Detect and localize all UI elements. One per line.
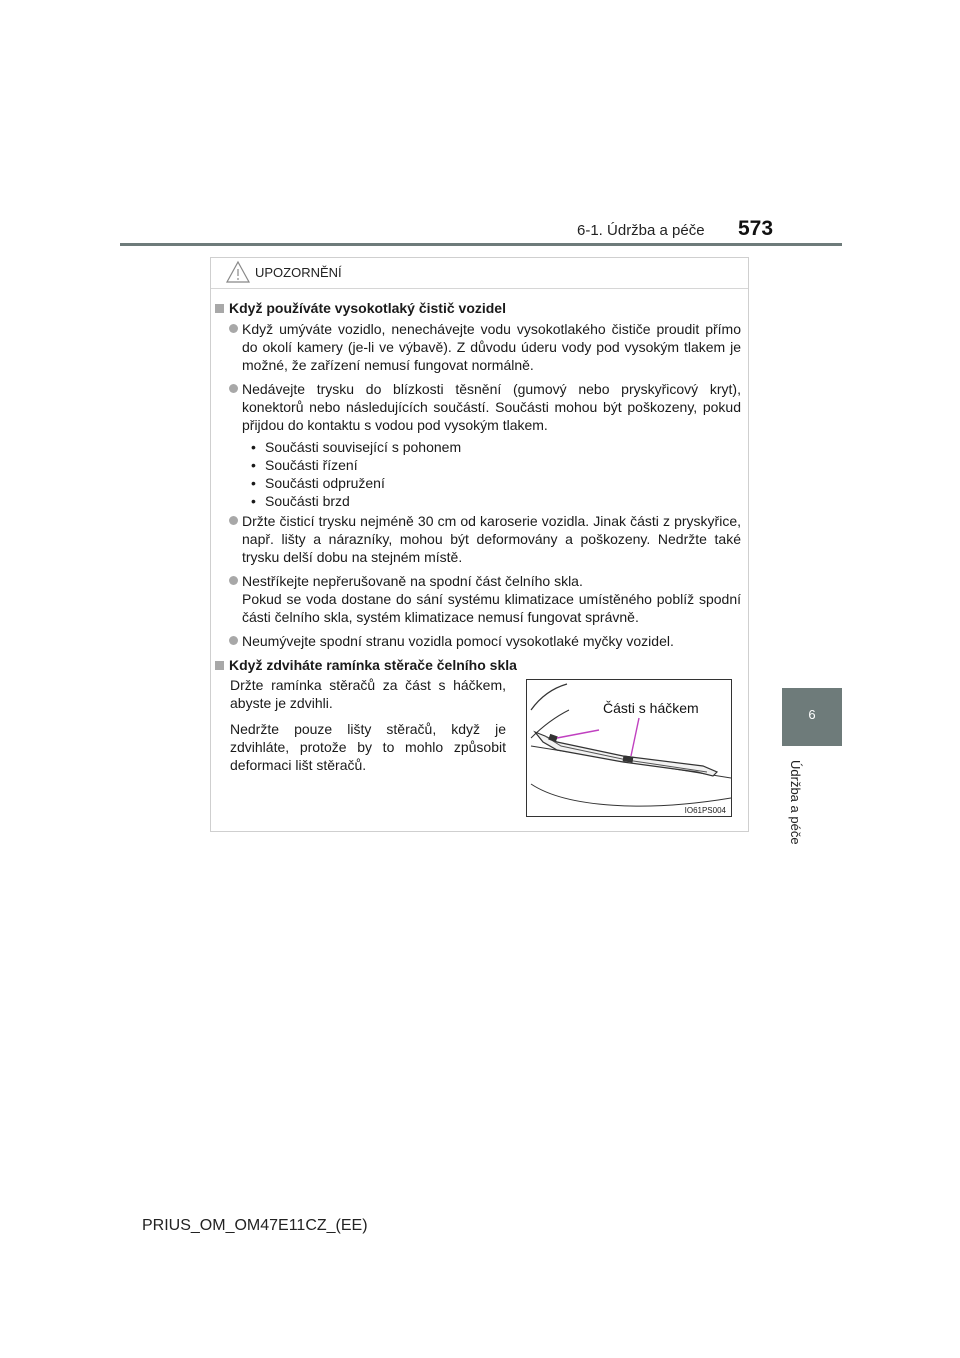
page-number: 573 (738, 217, 774, 240)
header-section-title: 6-1. Údržba a péče (577, 222, 705, 239)
warning-triangle-icon (225, 260, 251, 284)
document-id: PRIUS_OM_OM47E11CZ_(EE) (142, 1217, 368, 1234)
sub-list-item: • Součásti související s pohonem (251, 438, 748, 456)
list-item-text: Nedávejte trysku do blízkosti těsnění (gumový nebo pryskyřicový kryt), konektorů nebo následujících součástí. Součásti mohou být poškozeny, pokud přijdou do kontaktu s vodou pod vysokým tlakem. (242, 381, 741, 433)
list-item: Neumývejte spodní stranu vozidla pomocí vysokotlaké myčky vozidel. (242, 632, 741, 650)
wiper-instructions (230, 676, 506, 782)
list-item: Držte čisticí trysku nejméně 30 cm od karoserie vozidla. Jinak části z pryskyřice, např. lišty a nárazníky, mohou být deformovány a poškozeny. Nedržte také trysku delší dobu na stejném místě. (242, 513, 741, 565)
warning-title: UPOZORNĚNÍ (255, 265, 342, 280)
list-item (242, 572, 741, 626)
list-item-text: Pokud se voda dostane do sání systému klimatizace umístěného poblíž spodní části čelního skla, systém klimatizace nemusí fungovat správně. (242, 591, 741, 625)
list-item-text: Nestříkejte nepřerušovaně na spodní část čelního skla. (242, 573, 583, 589)
paragraph: Držte ramínka stěračů za část s háčkem, abyste je zdvihli. (230, 677, 506, 711)
section-heading: Když používáte vysokotlaký čistič vozidel (215, 299, 748, 317)
header-rule (120, 243, 842, 246)
warning-content (211, 299, 748, 677)
sub-list-item: • Součásti odpružení (251, 474, 748, 492)
sub-list-item: • Součásti brzd (251, 492, 748, 510)
warning-header (211, 258, 748, 289)
paragraph: Nedržte pouze lišty stěračů, když je zdvihláte, protože by to mohlo způsobit deformaci lišt stěračů. (230, 721, 506, 773)
list-item (242, 380, 741, 434)
chapter-number: 6 (808, 707, 816, 722)
sub-list (251, 438, 748, 510)
wiper-figure (526, 679, 732, 817)
warning-box (210, 257, 749, 832)
figure-callout-label: Části s háčkem (603, 700, 699, 716)
sub-list-item: • Součásti řízení (251, 456, 748, 474)
chapter-tab (782, 688, 842, 746)
figure-code: IO61PS004 (684, 806, 726, 815)
chapter-label: Údržba a péče (788, 760, 803, 845)
list-item: Když umýváte vozidlo, nenechávejte vodu vysokotlakého čističe proudit přímo do okolí kamery (je-li ve výbavě). Z důvodu úderu vody pod vysokým tlakem je možné, že zařízení nemusí fungovat normálně. (242, 321, 741, 373)
section-heading: Když zdviháte ramínka stěrače čelního skla (215, 656, 748, 674)
